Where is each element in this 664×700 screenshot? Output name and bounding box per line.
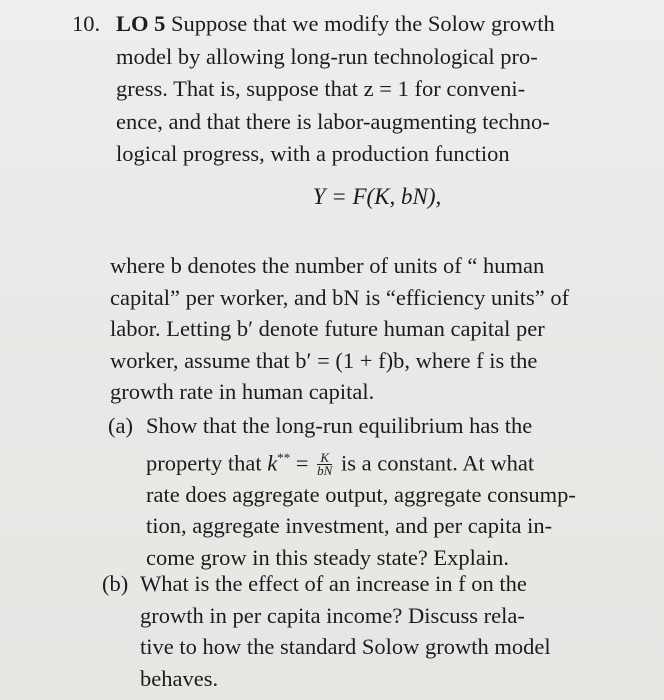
part-a-text: is a constant. At what [335, 450, 535, 475]
fraction-denominator: bN [317, 463, 333, 479]
intro-line: model by allowing long-run technological pro- [116, 43, 538, 69]
intro-line: logical progress, with a production function [116, 141, 510, 166]
part-a-line: rate does aggregate output, aggregate consump- [146, 481, 576, 507]
intro-line: gress. That is, suppose that z = 1 for conveni- [116, 76, 526, 101]
k-over-bn-fraction [317, 452, 332, 477]
paragraph-line: labor. Letting b′ denote future human capital per [110, 316, 545, 341]
problem-number: 10. [72, 11, 101, 36]
part-b-label: (b) [102, 571, 129, 596]
intro-line: Suppose that we modify the Solow growth [171, 11, 555, 36]
part-a-label: (a) [108, 413, 133, 438]
part-a-line: tion, aggregate investment, and per capita in- [146, 513, 553, 538]
part-a-equation-line [108, 442, 664, 479]
equals-sign: = [290, 450, 315, 475]
production-function-formula: Y = F(K, bN), [312, 183, 442, 209]
learning-objective-label: LO 5 [116, 11, 166, 36]
part-a [108, 410, 664, 573]
problem-first-line [72, 8, 652, 41]
part-a-text: property that [146, 450, 268, 475]
part-b-line: behaves. [140, 665, 219, 691]
fraction-numerator: K [317, 452, 332, 465]
part-a-line: come grow in this steady state? Explain. [146, 544, 510, 570]
var-k: k [267, 450, 278, 475]
part-b-text: What is the effect of an increase in f on the [140, 571, 527, 596]
part-b [102, 568, 662, 694]
paragraph-line: worker, assume that b′ = (1 + f)b, where f is the [110, 347, 538, 373]
part-b-first-line [102, 568, 662, 600]
problem-intro [72, 8, 652, 237]
paragraph-line: where b denotes the number of units of “ human [110, 253, 545, 278]
double-star: ** [277, 449, 291, 465]
paragraph-line: capital” per worker, and bN is “efficiency units” of [110, 284, 570, 310]
part-a-first-line [108, 410, 664, 442]
human-capital-paragraph [110, 250, 655, 408]
part-b-line: growth in per capita income? Discuss rela- [140, 602, 525, 628]
part-b-line: tive to how the standard Solow growth model [140, 634, 551, 659]
part-a-text: Show that the long-run equilibrium has the [146, 413, 533, 438]
intro-line: ence, and that there is labor-augmenting techno- [116, 108, 550, 134]
paragraph-line: growth rate in human capital. [110, 379, 375, 404]
